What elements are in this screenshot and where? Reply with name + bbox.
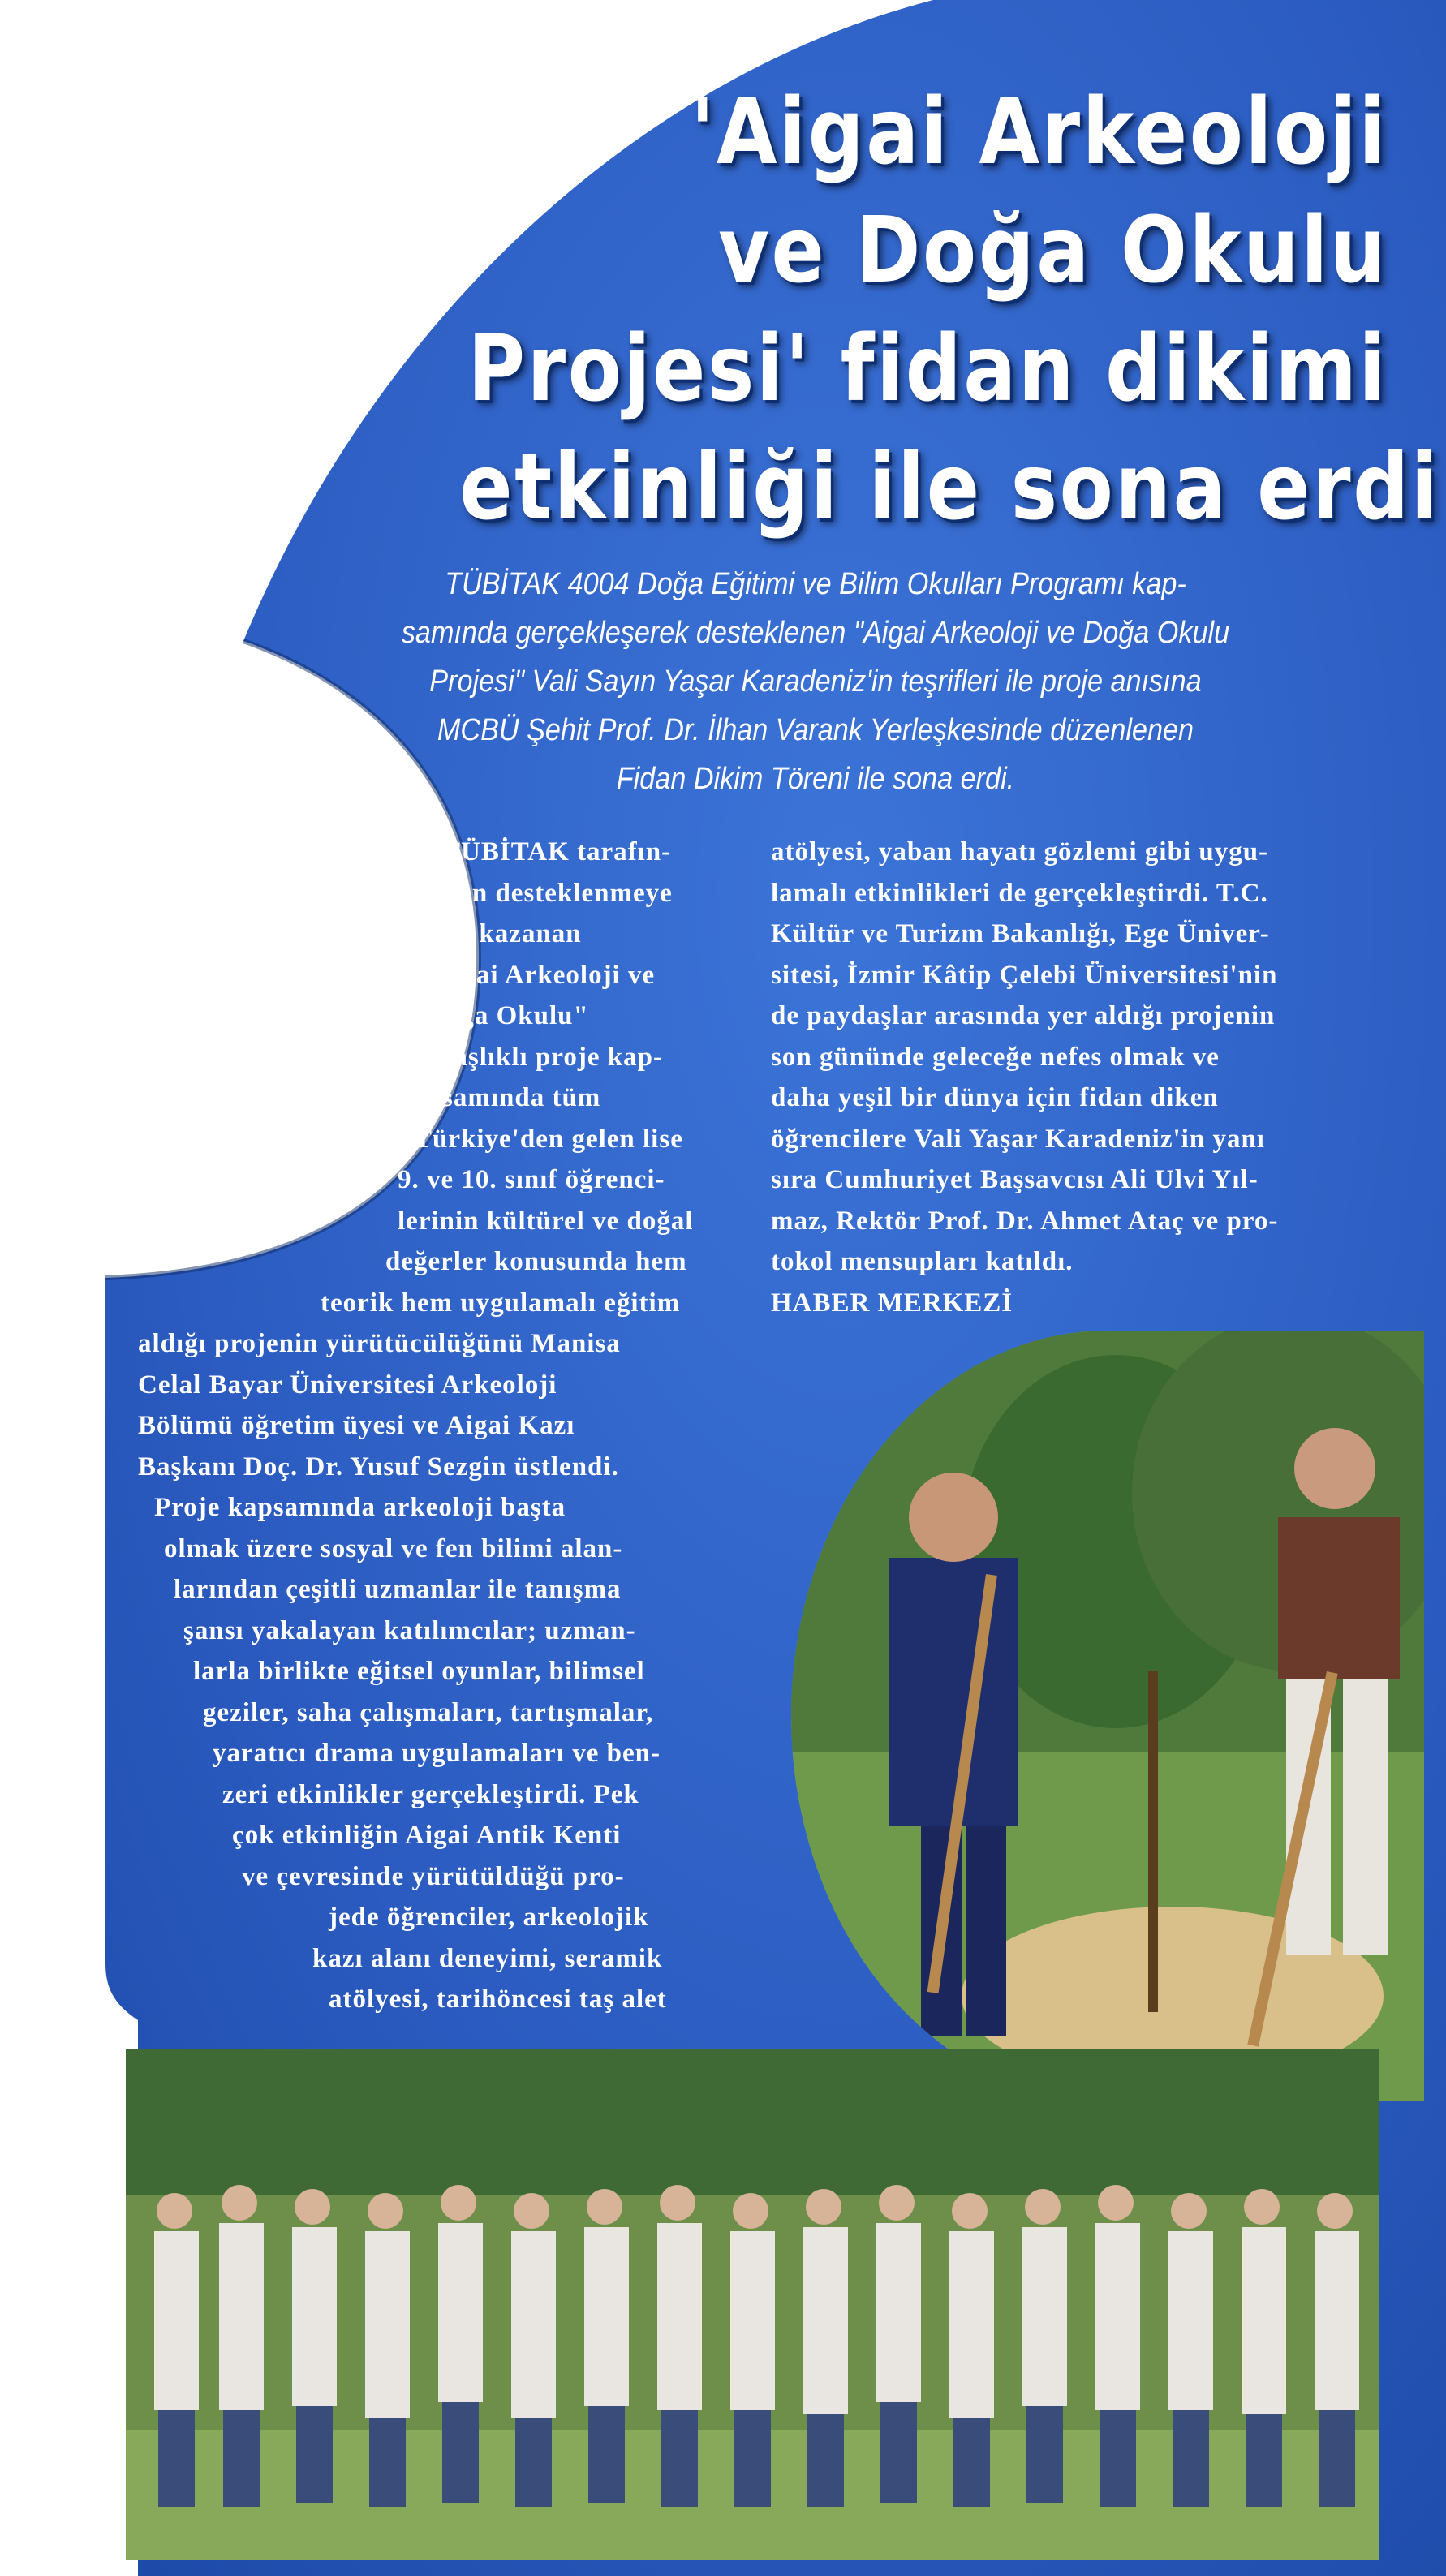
body-line: de paydaşlar arasında yer aldığı projenin — [771, 1001, 1276, 1030]
body-line: TÜBİTAK tarafın- — [442, 837, 672, 867]
lead-line: MCBÜ Şehit Prof. Dr. İlhan Varank Yerleşkesinde düzenlenen — [437, 713, 1194, 747]
body-line: jede öğrenciler, arkeolojik — [329, 1903, 649, 1932]
body-line: Türkiye'den gelen lise — [414, 1124, 683, 1154]
body-line: atölyesi, tarihöncesi taş alet — [329, 1985, 667, 2014]
body-line: öğrencilere Vali Yaşar Karadeniz'in yanı — [771, 1124, 1265, 1154]
body-line: değerler konusunda hem — [385, 1247, 687, 1276]
tree-planting-photo — [791, 1331, 1424, 2101]
body-line: Bölümü öğretim üyesi ve Aigai Kazı — [138, 1411, 575, 1440]
body-line: lamalı etkinlikleri de gerçekleştirdi. T.C. — [771, 878, 1268, 908]
body-line: zeri etkinlikler gerçekleştirdi. Pek — [222, 1779, 639, 1809]
body-line: sıra Cumhuriyet Başsavcısı Ali Ulvi Yıl- — [771, 1165, 1259, 1194]
body-line: yaratıcı drama uygulamaları ve ben- — [213, 1739, 661, 1768]
body-line: "Aigai Arkeoloji ve — [418, 960, 656, 990]
body-line: hak kazanan — [426, 919, 582, 948]
body-line: sitesi, İzmir Kâtip Çelebi Üniversitesi'nin — [771, 960, 1278, 990]
body-line: son gününde geleceğe nefes olmak ve — [771, 1042, 1220, 1072]
headline-line: Projesi' fidan dikimi — [467, 316, 1388, 422]
headline-line: ve Doğa Okulu — [718, 198, 1388, 303]
body-line: ve çevresinde yürütüldüğü pro- — [242, 1861, 625, 1891]
body-line: aldığı projenin yürütücülüğünü Manisa — [138, 1329, 621, 1358]
lead-line: TÜBİTAK 4004 Doğa Eğitimi ve Bilim Okulları Programı kap- — [445, 567, 1186, 601]
body-line: şansı yakalayan katılımcılar; uzman- — [183, 1615, 636, 1645]
body-line: Kültür ve Turizm Bakanlığı, Ege Üniver- — [771, 919, 1270, 948]
body-line: lerinin kültürel ve doğal — [398, 1206, 694, 1236]
body-line: çok etkinliğin Aigai Antik Kenti — [232, 1821, 622, 1850]
byline: HABER MERKEZİ — [771, 1288, 1013, 1318]
body-line: larından çeşitli uzmanlar ile tanışma — [174, 1575, 622, 1604]
body-line: samında tüm — [442, 1083, 601, 1112]
body-line: teorik hem uygulamalı eğitim — [321, 1288, 681, 1318]
body-line: geziler, saha çalışmaları, tartışmalar, — [203, 1697, 654, 1727]
body-line: Doğa Okulu" — [426, 1001, 589, 1030]
lead-line: Fidan Dikim Töreni ile sona erdi. — [616, 762, 1015, 796]
body-line: atölyesi, yaban hayatı gözlemi gibi uygu- — [771, 837, 1269, 867]
body-line: olmak üzere sosyal ve fen bilimi alan- — [164, 1533, 623, 1563]
body-line: başlıklı proje kap- — [438, 1042, 663, 1072]
body-line: dan desteklenmeye — [442, 878, 673, 908]
body-line: 9. ve 10. sınıf öğrenci- — [398, 1165, 665, 1194]
headline-line: etkinliği ile sona erdi — [459, 435, 1440, 540]
body-line: daha yeşil bir dünya için fidan diken — [771, 1083, 1219, 1112]
body-line: Başkanı Doç. Dr. Yusuf Sezgin üstlendi. — [138, 1451, 619, 1482]
body-line: Proje kapsamında arkeoloji başta — [154, 1493, 566, 1522]
lead-line: Projesi" Vali Sayın Yaşar Karadeniz'in teşrifleri ile proje anısına — [429, 664, 1202, 699]
body-line: larla birlikte eğitsel oyunlar, bilimsel — [193, 1657, 645, 1686]
lead-line: samında gerçekleşerek desteklenen "Aigai Arkeoloji ve Doğa Okulu — [401, 616, 1230, 650]
body-line: maz, Rektör Prof. Dr. Ahmet Ataç ve pro- — [771, 1206, 1279, 1236]
headline-line: 'Aigai Arkeoloji — [690, 80, 1388, 185]
group-photo — [126, 2049, 1379, 2560]
body-line: Celal Bayar Üniversitesi Arkeoloji — [138, 1370, 557, 1400]
body-line: kazı alanı deneyimi, seramik — [312, 1943, 663, 1973]
body-line: tokol mensupları katıldı. — [771, 1247, 1074, 1276]
